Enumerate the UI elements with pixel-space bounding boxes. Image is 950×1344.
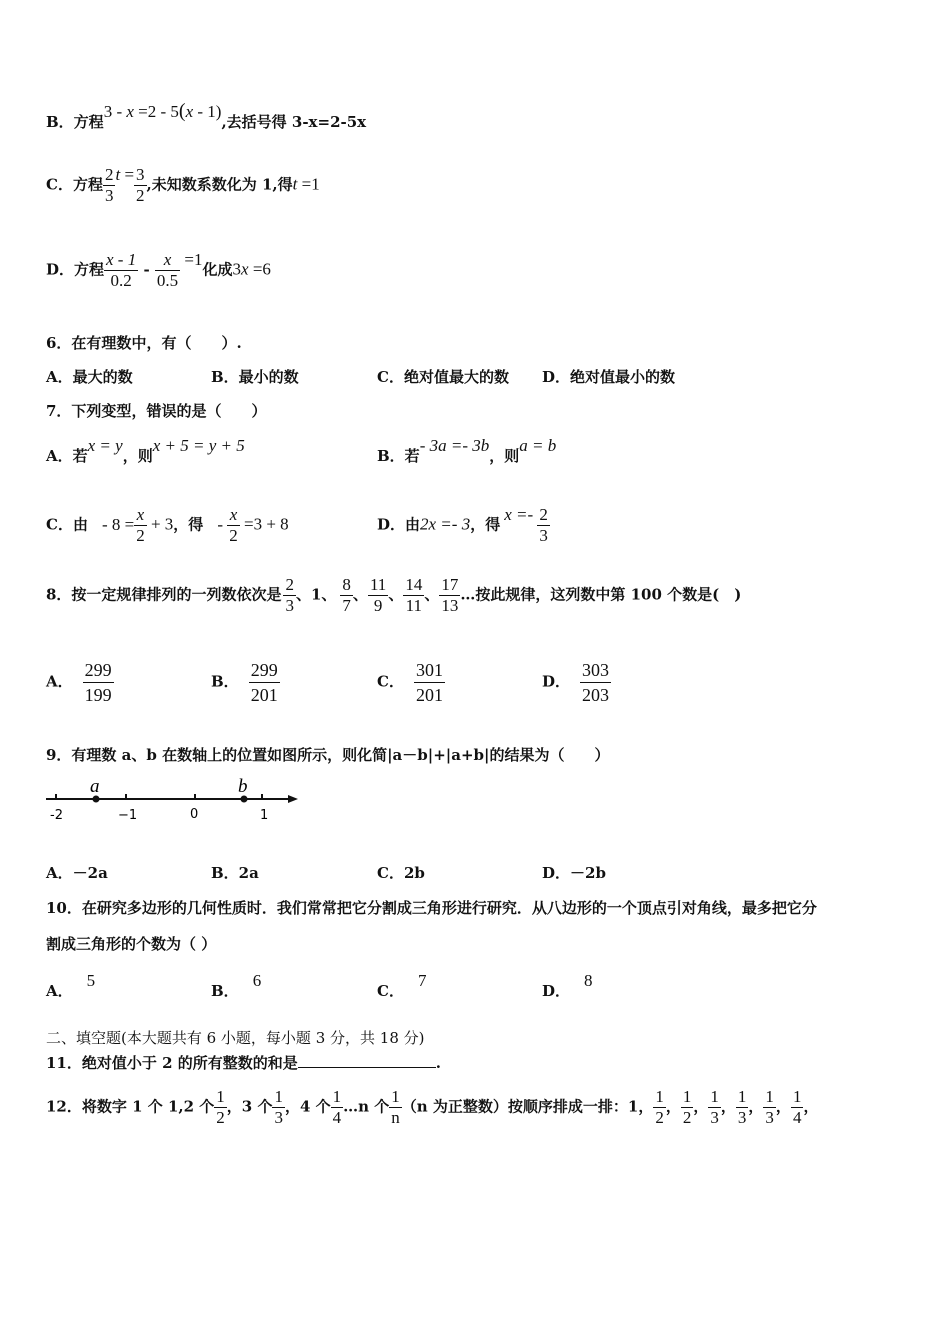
statement-tail: ,未知数系数化为 1,得 xyxy=(146,175,293,194)
q9-option-a: A．－2a xyxy=(46,864,108,882)
list-term: $\frac{1}{2}$ xyxy=(655,1087,664,1127)
q6-option-d: D．绝对值最小的数 xyxy=(542,368,676,386)
answer-blank[interactable] xyxy=(298,1053,436,1068)
option-label: D．由 xyxy=(377,515,421,534)
q9-stem: 9．有理数 a、b 在数轴上的位置如图所示，则化简|a－b|+|a+b|的结果为（ ） xyxy=(46,746,610,764)
list-term: $\frac{1}{4}$ xyxy=(792,1087,802,1127)
result-right: =6 xyxy=(248,259,271,279)
fraction: $\frac{2}{3}$ xyxy=(104,165,114,205)
var-x: x xyxy=(241,259,249,279)
then-word: ，则 xyxy=(489,447,520,465)
section-title: 二、填空题(本大题共有 6 小题，每小题 3 分，共 18 分) xyxy=(46,1029,425,1047)
result: =3 + 8 xyxy=(239,514,289,534)
var-t: t xyxy=(115,164,121,184)
q7-stem: 7．下列变型，错误的是（ ） xyxy=(46,402,267,420)
result: =1 xyxy=(297,174,320,194)
option-label: D．方程 xyxy=(46,260,105,279)
q6-option-b: B．最小的数 xyxy=(211,368,299,386)
result: a = b xyxy=(519,436,557,455)
paren-open: ( xyxy=(178,100,186,122)
option-label: A．若 xyxy=(46,447,88,465)
option-label: B．若 xyxy=(377,447,420,465)
list-term: $\frac{1}{3}$ xyxy=(737,1087,747,1127)
separator: 、 xyxy=(295,585,311,604)
statement-tail: ,去括号得 3-x=2-5x xyxy=(221,113,367,131)
q10-option-c: C．7 xyxy=(377,971,427,1000)
option-label: C．方程 xyxy=(46,175,103,194)
sequence-term: $\frac{14}{11}$ xyxy=(405,575,423,615)
then-word: ，得 xyxy=(470,515,501,534)
label-a: a xyxy=(90,776,100,797)
q10-stem-line2: 割成三角形的个数为（ ） xyxy=(46,935,217,953)
separator: ， xyxy=(720,1097,736,1116)
q9-option-d: D．－2b xyxy=(542,864,606,882)
var-x: x xyxy=(126,102,134,121)
sequence-term: $\frac{2}{3}$ xyxy=(285,575,294,615)
sequence-term: $\frac{17}{13}$ xyxy=(441,575,459,615)
stem-text: ，3 个 xyxy=(226,1097,273,1116)
q6-option-a: A．最大的数 xyxy=(46,368,133,386)
tick-label: −1 xyxy=(118,808,138,823)
stem-text: 12．将数字 1 个 1,2 个 xyxy=(46,1097,215,1116)
minus: - xyxy=(138,260,155,279)
stem-text: …n 个 xyxy=(343,1097,390,1116)
fraction: $\frac{2}{3}$ xyxy=(539,505,548,545)
equals: =1 xyxy=(180,249,203,269)
var-x: x xyxy=(185,102,194,121)
q9-option-c: C．2b xyxy=(377,864,425,882)
option-label: C．由 xyxy=(46,515,88,534)
q10-stem-line1: 10．在研究多边形的几何性质时．我们常常把它分割成三角形进行研究．从八边形的一个顶点引对角线，最多把它分 xyxy=(46,899,817,917)
equation-left: - 8 = xyxy=(101,514,135,534)
q5-option-b xyxy=(46,100,367,133)
condition: x = y xyxy=(87,436,123,455)
equation-right: + 3 xyxy=(146,514,174,534)
q8-stem xyxy=(46,575,741,616)
tick-label: 0 xyxy=(190,807,199,822)
separator: 、 xyxy=(352,585,368,604)
equation-mid: =2 - 5 xyxy=(133,102,179,121)
minus: - xyxy=(217,514,228,534)
separator: 、 xyxy=(424,585,440,604)
separator: 、 xyxy=(388,585,404,604)
q10-option-b: B．6 xyxy=(211,971,262,1000)
q10-option-d: D．8 xyxy=(542,971,593,1000)
then-word: ，得 xyxy=(173,515,204,534)
equation-left: 3 - xyxy=(103,102,127,121)
separator: ， xyxy=(748,1097,764,1116)
condition: - 3a =- 3b xyxy=(419,436,490,455)
separator: ， xyxy=(775,1097,791,1116)
separator: ， xyxy=(693,1097,709,1116)
q6-option-c: C．绝对值最大的数 xyxy=(377,368,509,386)
arrow-head-icon xyxy=(288,795,298,803)
stem-text: （n 为正整数）按顺序排成一排：1， xyxy=(401,1097,654,1116)
statement-mid: 化成 xyxy=(202,260,233,279)
tick-label: -2 xyxy=(50,808,63,823)
fraction: $\frac{x}{0.5}$ xyxy=(156,250,179,290)
separator: 、 xyxy=(321,585,337,604)
q8-option-b: B． $\frac{299}{201}$ xyxy=(211,660,278,705)
separator: ， xyxy=(665,1097,681,1116)
q7-option-c xyxy=(46,505,289,546)
stem-text: ，4 个 xyxy=(284,1097,331,1116)
tick-label: 1 xyxy=(260,808,269,823)
q11-stem xyxy=(46,1052,441,1073)
q9-option-b: B．2a xyxy=(211,864,259,882)
q5-option-d xyxy=(46,250,271,291)
stem-text: 11．绝对值小于 2 的所有整数的和是 xyxy=(46,1054,298,1072)
list-term: $\frac{1}{2}$ xyxy=(682,1087,692,1127)
condition: 2x =- 3 xyxy=(420,514,471,534)
list-term: $\frac{1}{3}$ xyxy=(710,1087,719,1127)
fraction: $\frac{3}{2}$ xyxy=(136,165,145,205)
separator: ， xyxy=(803,1097,819,1116)
result-left: 3 xyxy=(232,259,242,279)
sequence-term: $\frac{8}{7}$ xyxy=(342,575,351,615)
result: x + 5 = y + 5 xyxy=(152,436,245,455)
sequence-term: 1 xyxy=(310,585,322,604)
result: x =- xyxy=(504,504,538,524)
sequence-term: $\frac{11}{9}$ xyxy=(369,575,387,615)
q8-option-d: D． $\frac{303}{203}$ xyxy=(542,660,610,705)
list-term: $\frac{1}{3}$ xyxy=(765,1087,774,1127)
var-t: t xyxy=(292,174,298,194)
fraction: $\frac{x}{2}$ xyxy=(229,505,238,545)
q8-option-a: A． $\frac{299}{199}$ xyxy=(46,660,112,705)
then-word: ，则 xyxy=(122,447,153,465)
option-label: B．方程 xyxy=(46,113,104,131)
q7-option-d xyxy=(377,505,550,546)
stem-text: 8．按一定规律排列的一列数依次是 xyxy=(46,585,282,604)
fraction: $\frac{x - 1}{0.2}$ xyxy=(106,250,137,290)
fraction: $\frac{1}{n}$ xyxy=(391,1087,400,1127)
q8-option-c: C． $\frac{301}{201}$ xyxy=(377,660,443,705)
fraction: $\frac{1}{3}$ xyxy=(274,1087,283,1127)
q6-stem: 6．在有理数中，有（ ）. xyxy=(46,334,242,352)
q5-option-c xyxy=(46,165,320,206)
fraction: $\frac{1}{4}$ xyxy=(332,1087,342,1127)
stem-text: …按此规律，这列数中第 100 个数是( ) xyxy=(460,585,742,604)
fraction: $\frac{x}{2}$ xyxy=(136,505,145,545)
fraction: $\frac{1}{2}$ xyxy=(216,1087,225,1127)
label-b: b xyxy=(238,776,248,797)
q12-stem xyxy=(46,1087,818,1128)
number-line-figure xyxy=(40,772,310,828)
paren-close: - 1) xyxy=(193,102,222,121)
equals: = xyxy=(120,164,135,184)
q7-option-a xyxy=(46,436,245,466)
q7-option-b xyxy=(377,436,557,466)
period: . xyxy=(435,1054,441,1072)
q10-option-a: A．5 xyxy=(46,971,96,1000)
